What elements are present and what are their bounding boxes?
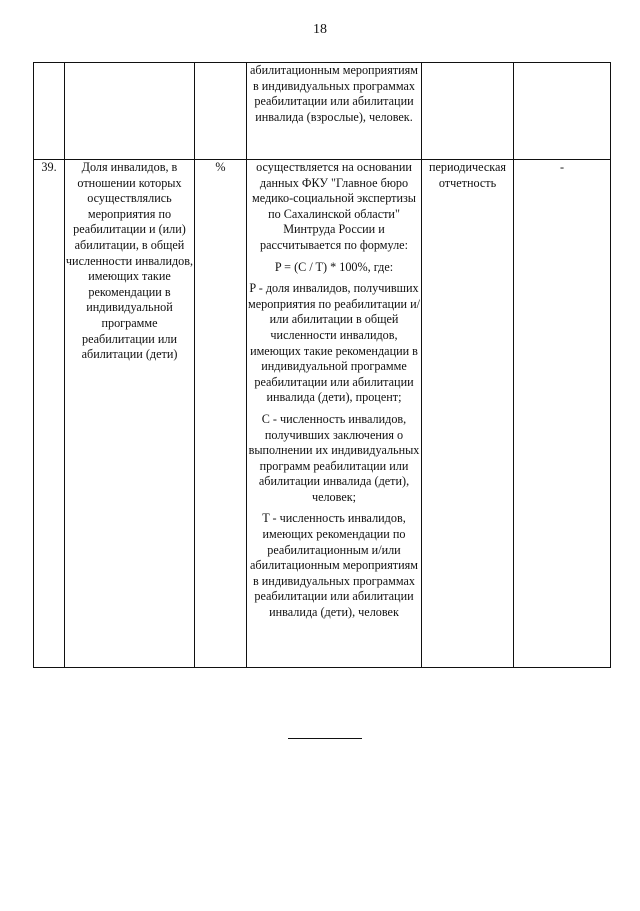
note-cell: -	[514, 160, 611, 668]
cell-note	[514, 63, 611, 160]
cell-unit	[195, 63, 247, 160]
definition-p: P - доля инвалидов, получивших мероприятия по реабилитации и/или абилитации в общей численности инвалидов, имеющих такие рекомендации в индивидуальной программе реабилитации или абилитации инвалида (дети), процент;	[247, 281, 420, 405]
indicator-name: Доля инвалидов, в отношении которых осуществлялись мероприятия по реабилитации и (или) абилитации, в общей численности инвалидов, имеющих такие рекомендации в индивидуальной программе реабилитации или абилитации (дети)	[65, 160, 195, 668]
unit-of-measure: %	[195, 160, 247, 668]
table-row-39	[34, 160, 611, 668]
indicators-table	[33, 62, 611, 668]
formula: P = (C / T) * 100%, где:	[274, 259, 394, 274]
end-of-document-line	[288, 738, 362, 739]
definition-c: C - численность инвалидов, получивших заключения о выполнении их индивидуальных программ реабилитации или абилитации инвалида (дети), человек;	[248, 411, 420, 504]
definition-t: T - численность инвалидов, имеющих рекомендации по реабилитационным и/или абилитационным мероприятиям в индивидуальных программах реабилитации или абилитации инвалида (дети), человек	[250, 511, 418, 620]
method-continuation-text: абилитационным мероприятиям в индивидуальных программах реабилитации или абилитации инвалида (взрослые), человек.	[250, 63, 418, 124]
cell-source	[422, 63, 514, 160]
calculation-method	[247, 160, 422, 668]
cell-name	[65, 63, 195, 160]
data-source: периодическая отчетность	[422, 160, 514, 668]
page-number: 18	[313, 22, 327, 37]
method-intro: осуществляется на основании данных ФКУ "Главное бюро медико-социальной экспертизы по Сахалинской области" Минтруда России и рассчитывается по формуле:	[251, 160, 416, 252]
table-row-continued	[34, 63, 611, 160]
cell-method	[247, 63, 422, 160]
cell-number	[34, 63, 65, 160]
row-number: 39.	[34, 160, 65, 668]
